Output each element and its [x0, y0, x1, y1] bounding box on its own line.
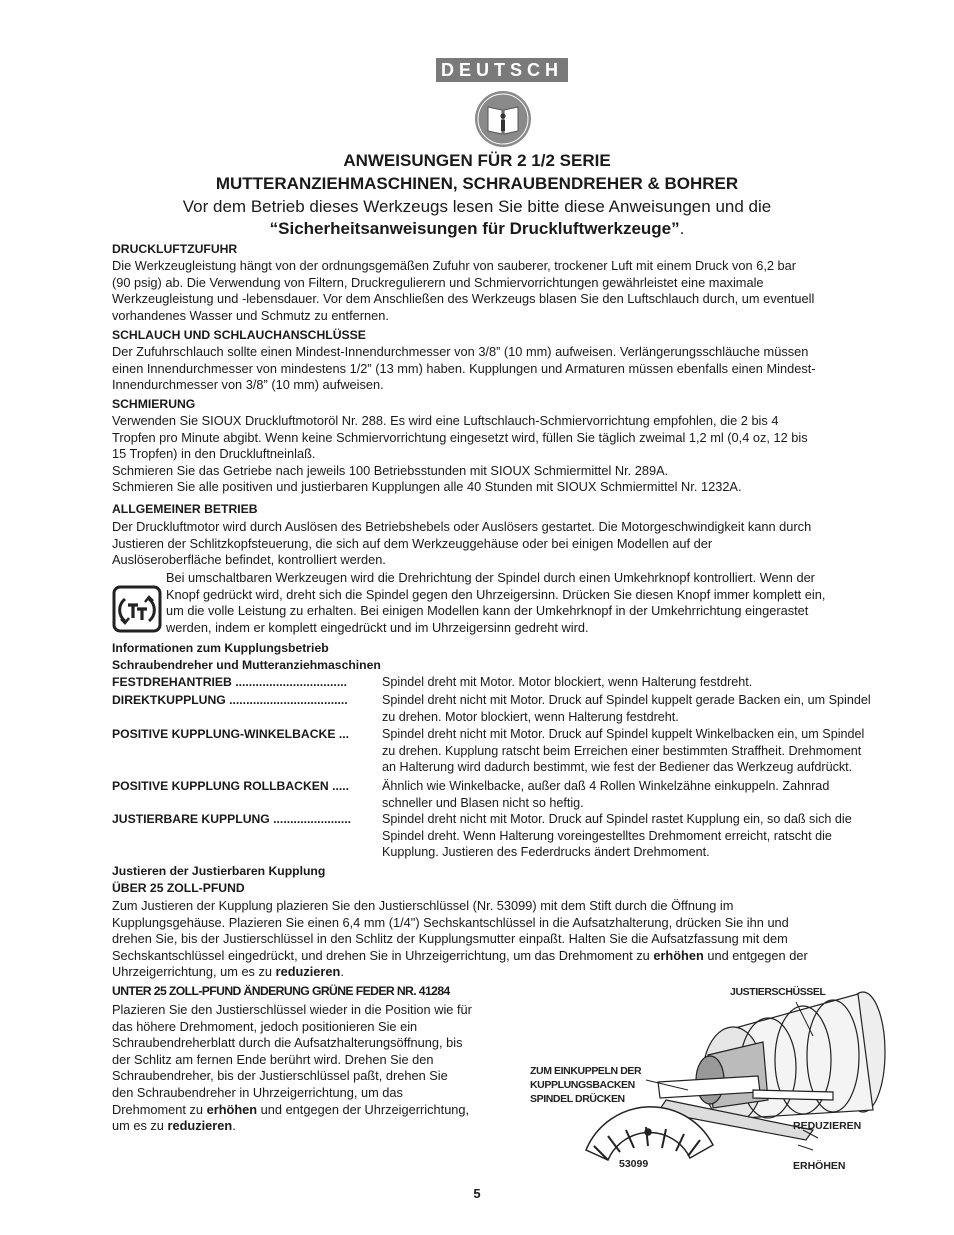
paragraph-operation: Der Druckluftmotor wird durch Auslösen des Betriebshebels oder Auslösers gestartet. Die Motorgeschwindigkeit kann durch Justieren der Schlitzkopfsteuerung, die sich auf dem Werkzeuggehäuse oder bei einigen Modellen auf der Auslöseroberfläche befindet, kontrolliert werden.: [112, 519, 812, 568]
reverse-rotation-icon: [112, 585, 162, 633]
heading-adjust: Justieren der Justierbaren Kupplung: [112, 864, 326, 878]
paragraph-adjust: Zum Justieren der Kupplung plazieren Sie den Justierschlüssel (Nr. 53099) mit dem Stift durch die Öffnung im Kupplungsgehäuse. Plazieren Sie einen 6,4 mm (1/4") Sechskantschlüssel in die Aufsatzhalterung, drücken Sie ihn und drehen Sie, bis der Justierschlüssel in den Schlitz der Kupplungsmutter einpaßt. Halten Sie die Aufsatzfassung mit dem Sechskantschlüssel eingedrückt, und drehen Sie in Uhrzeigerrichtung, um das Drehmoment zu erhöhen und entgegen der Uhrzeigerrichtung, um es zu reduzieren.: [112, 898, 808, 980]
clutch-row-label: JUSTIERBARE KUPPLUNG .......................: [112, 812, 352, 826]
heading-air-supply: DRUCKLUFTZUFUHR: [112, 242, 238, 256]
clutch-row-label: DIREKTKUPPLUNG ...................................: [112, 693, 348, 707]
page-title-line1: ANWEISUNGEN FÜR 2 1/2 SERIE: [343, 151, 611, 170]
clutch-row-text: Spindel dreht nicht mit Motor. Druck auf Spindel kuppelt Winkelbacken ein, um Spindel zu drehen. Kupplung ratscht beim Erreichen einer bestimmten Straffheit. Drehmoment an Halterung wird dadurch bestimmt, wie fest der Bediener das Werkzeug aufdrückt.: [382, 727, 865, 775]
paragraph-under25: Plazieren Sie den Justierschlüssel wieder in die Position wie für das höhere Drehmoment, jedoch positionieren Sie ein Schraubendreherblatt durch die Aufsatzhalterungsöffnung, bis der Schlitz am fernen Ende berührt wird. Drehen Sie den Schraubendreher, bis der Justierschlüssel paßt, drehen Sie den Schraubendreher in Uhrzeigerrichtung, um das Drehmoment zu erhöhen und entgegen der Uhrzeigerrichtung, um es zu reduzieren.: [112, 1002, 472, 1134]
clutch-row-label: POSITIVE KUPPLUNG-WINKELBACKE ...: [112, 727, 349, 741]
paragraph-lubrication: Verwenden Sie SIOUX Druckluftmotoröl Nr. 288. Es wird eine Luftschlauch-Schmiervorrichtung empfohlen, die 2 bis 4 Tropfen pro Minute abgibt. Wenn keine Schmiervorrichtung eingesetzt wird, füllen Sie täglich zweimal 1,2 ml (0,4 oz, 12 bis 15 Tropfen) in den Druckluftneinlaß. Schmieren Sie das Getriebe nach jeweils 100 Betriebsstunden mit SIOUX Schmiermittel Nr. 289A. Schmieren Sie alle positiven und justierbaren Kupplungen alle 40 Stunden mit SIOUX Schmiermittel Nr. 1232A.: [112, 413, 808, 495]
safety-reference: “Sicherheitsanweisungen für Druckluftwerkzeuge”: [269, 219, 680, 238]
label-part-number: 53099: [619, 1158, 649, 1170]
paragraph-reverse: Bei umschaltbaren Werkzeugen wird die Drehrichtung der Spindel durch einen Umkehrknopf kontrolliert. Wenn der Knopf gedrückt wird, dreht sich die Spindel gegen den Uhrzeigersinn. Drücken Sie diesen Knopf immer komplett ein, um die volle Leistung zu erhalten. Bei einigen Modellen kann der Umkehrknopf in der Umkehrrichtung eingerastet werden, indem er komplett eingedrückt und im Uhrzeigersinn gedreht wird.: [166, 570, 826, 635]
clutch-row-label: POSITIVE KUPPLUNG ROLLBACKEN .....: [112, 779, 349, 793]
clutch-row-text: Spindel dreht mit Motor. Motor blockiert, wenn Halterung festdreht.: [382, 675, 753, 689]
label-adjusting-key: JUSTIERSCHÜSSEL: [730, 986, 826, 998]
clutch-adjustment-diagram: [528, 980, 908, 1180]
clutch-row-text: Spindel dreht nicht mit Motor. Druck auf Spindel kuppelt gerade Backen ein, um Spindel zu drehen. Motor blockiert, wenn Halterung festdreht.: [382, 693, 871, 724]
subtitle-line1: Vor dem Betrieb dieses Werkzeugs lesen Sie bitte diese Anweisungen und die: [182, 197, 772, 216]
clutch-row-text: Ähnlich wie Winkelbacke, außer daß 4 Rollen Winkelzähne einkuppeln. Zahnrad schneller und Blasen nicht so heftig.: [382, 779, 830, 810]
heading-hose: SCHLAUCH UND SCHLAUCHANSCHLÜSSE: [112, 328, 366, 342]
heading-clutch-drivers: Schraubendreher und Mutteranziehmaschinen: [112, 658, 381, 672]
heading-clutch-info: Informationen zum Kupplungsbetrieb: [112, 641, 329, 655]
paragraph-hose: Der Zufuhrschlauch sollte einen Mindest-Innendurchmesser von 3/8” (10 mm) aufweisen. Verlängerungsschläuche müssen einen Innendurchmesser von mindestens 1/2” (13 mm) haben. Kupplungen und Armaturen müssen ebenfalls einen Mindest- Innendurchmesser von 3/8” (10 mm) aufweisen.: [112, 344, 816, 393]
label-increase: ERHÖHEN: [793, 1160, 846, 1172]
subtitle-line2: “Sicherheitsanweisungen für Druckluftwerkzeuge”.: [269, 219, 685, 238]
clutch-row-label: FESTDREHANTRIEB .................................: [112, 675, 347, 689]
info-book-icon: [474, 90, 532, 148]
heading-operation: ALLGEMEINER BETRIEB: [112, 502, 258, 516]
heading-over25: ÜBER 25 ZOLL-PFUND: [112, 881, 245, 895]
paragraph-air-supply: Die Werkzeugleistung hängt von der ordnungsgemäßen Zufuhr von sauberer, trockener Luft mit einem Druck von 6,2 bar (90 psig) ab. Die Verwendung von Filtern, Druckregulierern und Schmiervorrichtungen gewährleistet eine maximale Werkzeugleistung und -lebensdauer. Vor dem Anschließen des Werkzeugs blasen Sie den Luftschlauch durch, um eventuell vorhandenes Wasser und Schmutz zu entfernen.: [112, 258, 815, 323]
page-title-line2: MUTTERANZIEHMASCHINEN, SCHRAUBENDREHER & BOHRER: [215, 174, 739, 193]
page-number: 5: [473, 1186, 481, 1201]
label-reduce: REDUZIEREN: [793, 1120, 862, 1132]
language-badge: DEUTSCH: [436, 58, 568, 82]
label-push-spindle: ZUM EINKUPPELN DER KUPPLUNGSBACKEN SPINDEL DRÜCKEN: [530, 1065, 642, 1105]
heading-lubrication: SCHMIERUNG: [112, 397, 196, 411]
clutch-row-text: Spindel dreht nicht mit Motor. Druck auf Spindel rastet Kupplung ein, so daß sich die Spindel dreht. Wenn Halterung voreingestelltes Drehmoment erreicht, ratscht die Kupplung. Justieren des Federdrucks ändert Drehmoment.: [382, 812, 852, 860]
heading-under25: UNTER 25 ZOLL-PFUND ÄNDERUNG GRÜNE FEDER NR. 41284: [112, 984, 450, 998]
